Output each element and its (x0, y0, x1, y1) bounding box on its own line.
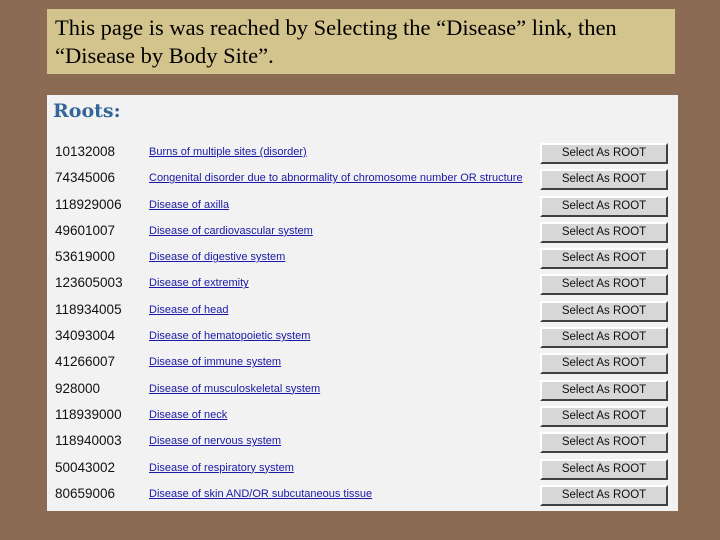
concept-code: 74345006 (55, 170, 116, 186)
concept-link[interactable]: Disease of musculoskeletal system (149, 382, 321, 395)
concept-code: 10132008 (55, 144, 116, 159)
select-as-root-button[interactable]: Select As ROOT (540, 380, 668, 401)
roots-heading: Roots: (53, 100, 121, 122)
roots-list (47, 141, 678, 509)
concept-link[interactable]: Disease of hematopoietic system (149, 330, 311, 343)
roots-panel (47, 95, 678, 511)
concept-code: 118934005 (55, 301, 122, 317)
concept-link[interactable]: Disease of head (149, 303, 229, 316)
select-as-root-button[interactable]: Select As ROOT (540, 274, 668, 295)
select-as-root-button[interactable]: Select As ROOT (540, 353, 668, 374)
select-as-root-button[interactable]: Select As ROOT (540, 143, 668, 164)
concept-code: 41266007 (55, 354, 116, 370)
root-row (47, 272, 678, 298)
root-row (47, 167, 678, 193)
root-row (47, 246, 678, 272)
root-row (47, 378, 678, 404)
select-as-root-button[interactable]: Select As ROOT (540, 432, 668, 453)
concept-link[interactable]: Congenital disorder due to abnormality of chromosome number OR structure (149, 172, 523, 185)
concept-link[interactable]: Disease of respiratory system (149, 461, 294, 474)
concept-link[interactable]: Disease of nervous system (149, 435, 282, 448)
concept-link[interactable]: Disease of digestive system (149, 251, 286, 264)
concept-link[interactable]: Disease of cardiovascular system (149, 224, 313, 237)
root-row (47, 430, 678, 456)
select-as-root-button[interactable]: Select As ROOT (540, 196, 668, 217)
root-row (47, 457, 678, 483)
root-row (47, 351, 678, 377)
concept-link[interactable]: Burns of multiple sites (disorder) (149, 146, 307, 158)
root-row (47, 483, 678, 509)
select-as-root-button[interactable]: Select As ROOT (540, 327, 668, 348)
concept-code: 34093004 (55, 328, 116, 344)
concept-link[interactable]: Disease of immune system (149, 356, 282, 369)
concept-code: 80659006 (55, 485, 116, 501)
concept-code: 118939000 (55, 406, 122, 422)
select-as-root-button[interactable]: Select As ROOT (540, 406, 668, 427)
concept-code: 50043002 (55, 459, 116, 475)
select-as-root-button[interactable]: Select As ROOT (540, 301, 668, 322)
select-as-root-button[interactable]: Select As ROOT (540, 222, 668, 243)
select-as-root-button[interactable]: Select As ROOT (540, 459, 668, 480)
select-as-root-button[interactable]: Select As ROOT (540, 248, 668, 269)
slide-caption (47, 9, 675, 74)
concept-code: 123605003 (55, 275, 123, 291)
concept-link[interactable]: Disease of skin AND/OR subcutaneous tissue (149, 487, 373, 500)
concept-link[interactable]: Disease of axilla (149, 198, 230, 211)
concept-code: 49601007 (55, 222, 116, 238)
root-row (47, 325, 678, 351)
root-row (47, 194, 678, 220)
concept-code: 928000 (55, 380, 101, 396)
concept-code: 118940003 (55, 433, 122, 449)
concept-link[interactable]: Disease of extremity (149, 277, 249, 290)
caption-line-2: “Disease by Body Site”. (55, 43, 274, 68)
root-row (47, 220, 678, 246)
select-as-root-button[interactable]: Select As ROOT (540, 485, 668, 506)
select-as-root-button[interactable]: Select As ROOT (540, 169, 668, 190)
root-row (47, 141, 678, 167)
root-row (47, 404, 678, 430)
concept-code: 118929006 (55, 196, 122, 212)
concept-code: 53619000 (55, 249, 116, 265)
root-row (47, 299, 678, 325)
concept-link[interactable]: Disease of neck (149, 408, 228, 421)
caption-line-1: This page is was reached by Selecting the “Disease” link, then (55, 15, 617, 40)
